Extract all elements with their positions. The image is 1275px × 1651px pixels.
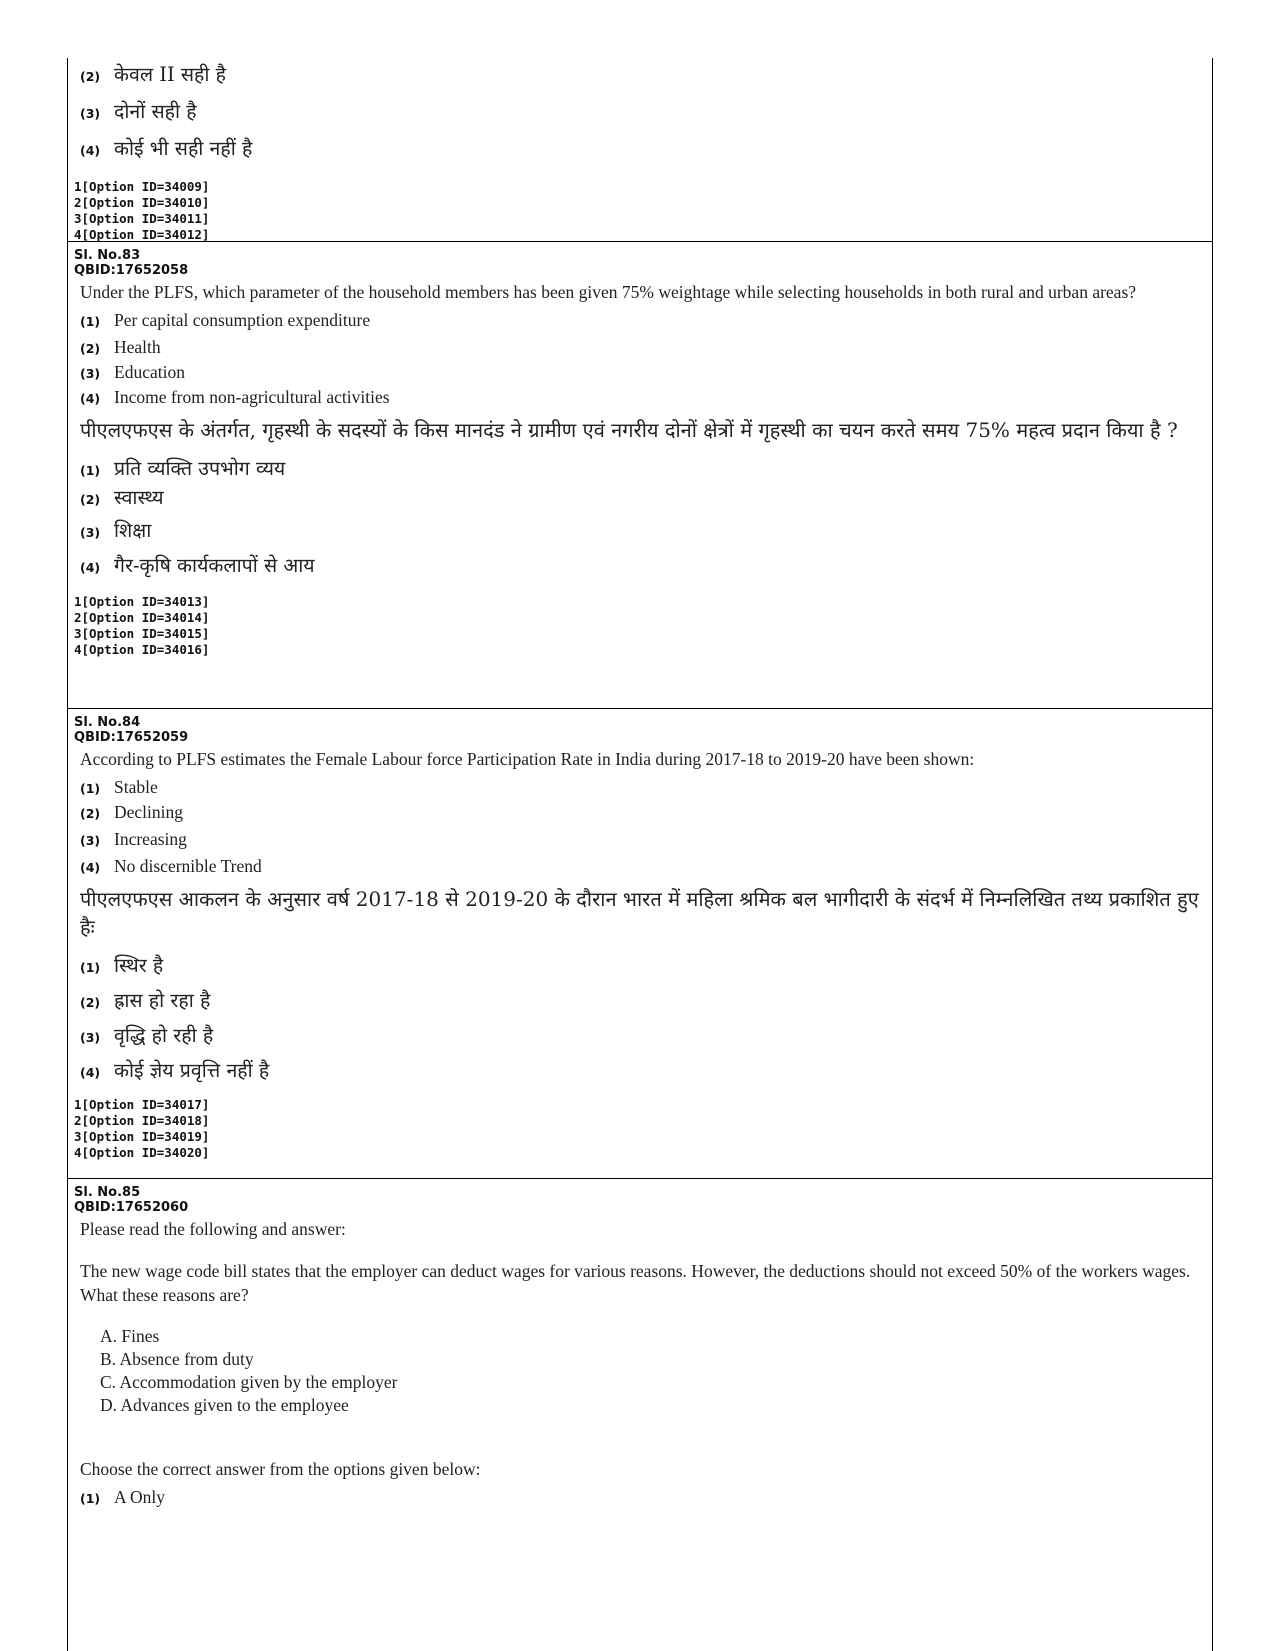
option-number: (2) [80, 492, 101, 507]
option-hi-4 [80, 551, 1212, 578]
option-number: (2) [80, 69, 101, 84]
option-en-1 [80, 1487, 1212, 1508]
question-83 [68, 242, 1212, 709]
option-en-1 [80, 310, 1212, 331]
serial-number: Sl. No.85 [74, 1185, 141, 1200]
option-number: (4) [80, 860, 101, 875]
option-id: 1[Option ID=34009] [74, 179, 210, 194]
qbid: QBID:17652060 [74, 1200, 189, 1215]
option-hi-4 [80, 134, 1212, 161]
option-id: 2[Option ID=34010] [74, 195, 210, 210]
option-number: (1) [80, 1491, 101, 1506]
option-number: (4) [80, 560, 101, 575]
option-number: (3) [80, 1030, 101, 1045]
option-hi-2 [80, 986, 1212, 1013]
option-en-2 [80, 337, 1212, 358]
option-text: ह्रास हो रहा है [114, 989, 211, 1012]
option-number: (4) [80, 1065, 101, 1080]
option-id: 2[Option ID=34018] [74, 1113, 210, 1128]
option-number: (1) [80, 960, 101, 975]
option-number: (3) [80, 525, 101, 540]
option-ids [74, 578, 1212, 658]
question-intro: Please read the following and answer: [80, 1219, 346, 1239]
list-item: C. Accommodation given by the employer [100, 1372, 398, 1392]
option-number: (1) [80, 314, 101, 329]
option-number: (4) [80, 391, 101, 406]
option-hi-1 [80, 951, 1212, 978]
question-82-tail [68, 58, 1212, 242]
option-text: केवल II सही है [114, 63, 226, 86]
option-hi-2 [80, 60, 1212, 87]
option-en-4 [80, 856, 1212, 877]
option-text: कोई ज्ञेय प्रवृत्ति नहीं है [114, 1059, 270, 1082]
option-en-2 [80, 802, 1212, 823]
option-id: 4[Option ID=34020] [74, 1145, 210, 1160]
option-ids [74, 1083, 1212, 1161]
option-hi-2 [80, 483, 1212, 510]
option-id: 3[Option ID=34011] [74, 211, 210, 226]
option-number: (1) [80, 781, 101, 796]
option-text: प्रति व्यक्ति उपभोग व्यय [114, 457, 286, 480]
option-id: 3[Option ID=34019] [74, 1129, 210, 1144]
list-item: A. Fines [100, 1326, 160, 1346]
option-id: 4[Option ID=34012] [74, 227, 210, 242]
serial-number: Sl. No.84 [74, 715, 141, 730]
option-text: Education [114, 362, 185, 382]
question-text-en: Under the PLFS, which parameter of the household members has been given 75% weightage while selecting households in both rural and urban areas? [80, 282, 1137, 302]
question-text-en: According to PLFS estimates the Female Labour force Participation Rate in India during 2017-18 to 2019-20 have been shown: [80, 749, 975, 769]
option-en-4 [80, 387, 1212, 408]
question-84 [68, 709, 1212, 1179]
option-number: (2) [80, 806, 101, 821]
option-en-3 [80, 362, 1212, 383]
option-text: कोई भी सही नहीं है [114, 137, 253, 160]
serial-number: Sl. No.83 [74, 248, 141, 263]
option-hi-4 [80, 1056, 1212, 1083]
option-id: 3[Option ID=34015] [74, 626, 210, 641]
option-id: 2[Option ID=34014] [74, 610, 210, 625]
option-text: शिक्षा [114, 519, 152, 542]
option-en-1 [80, 777, 1212, 798]
option-number: (3) [80, 833, 101, 848]
option-hi-3 [80, 516, 1212, 543]
option-text: Stable [114, 777, 158, 797]
option-number: (4) [80, 143, 101, 158]
option-hi-3 [80, 97, 1212, 124]
option-text: A Only [114, 1487, 166, 1507]
option-hi-1 [80, 454, 1212, 481]
option-text: Increasing [114, 829, 187, 849]
option-text: वृद्धि हो रही है [114, 1024, 214, 1047]
option-text: गैर-कृषि कार्यकलापों से आय [114, 554, 315, 577]
qbid: QBID:17652059 [74, 730, 189, 745]
option-text: Income from non-agricultural activities [114, 387, 390, 407]
option-text: No discernible Trend [114, 856, 262, 876]
option-id: 1[Option ID=34017] [74, 1097, 210, 1112]
option-en-3 [80, 829, 1212, 850]
option-number: (3) [80, 106, 101, 121]
option-text: दोनों सही है [114, 100, 197, 123]
list-item: B. Absence from duty [100, 1349, 254, 1369]
option-id: 1[Option ID=34013] [74, 594, 210, 609]
option-text: Per capital consumption expenditure [114, 310, 371, 330]
question-text-en: The new wage code bill states that the employer can deduct wages for various reasons. However, the deductions should not exceed 50% of the workers wages. What these reasons are? [80, 1261, 1191, 1305]
question-85 [68, 1179, 1212, 1508]
choose-instruction: Choose the correct answer from the options given below: [80, 1459, 481, 1479]
option-number: (2) [80, 995, 101, 1010]
list-item: D. Advances given to the employee [100, 1395, 349, 1415]
question-text-hi: पीएलएफएस आकलन के अनुसार वर्ष 2017-18 से 2019-20 के दौरान भारत में महिला श्रमिक बल भागीदारी के संदर्भ में निम्नलिखित तथ्य प्रकाशित हुए हैः [80, 887, 1199, 939]
option-hi-3 [80, 1021, 1212, 1048]
option-ids [74, 161, 1212, 243]
option-number: (2) [80, 341, 101, 356]
option-text: स्थिर है [114, 954, 164, 977]
option-text: Declining [114, 802, 184, 822]
option-id: 4[Option ID=34016] [74, 642, 210, 657]
statement-list [100, 1325, 1212, 1417]
option-text: Health [114, 337, 161, 357]
question-text-hi: पीएलएफएस के अंतर्गत, गृहस्थी के सदस्यों के किस मानदंड ने ग्रामीण एवं नगरीय दोनों क्षेत्रों में गृहस्थी का चयन करते समय 75% महत्व प्रदान किया है ? [80, 418, 1178, 442]
option-text: स्वास्थ्य [114, 486, 164, 509]
question-paper-frame [67, 58, 1213, 1651]
qbid: QBID:17652058 [74, 263, 189, 278]
option-number: (3) [80, 366, 101, 381]
option-number: (1) [80, 463, 101, 478]
